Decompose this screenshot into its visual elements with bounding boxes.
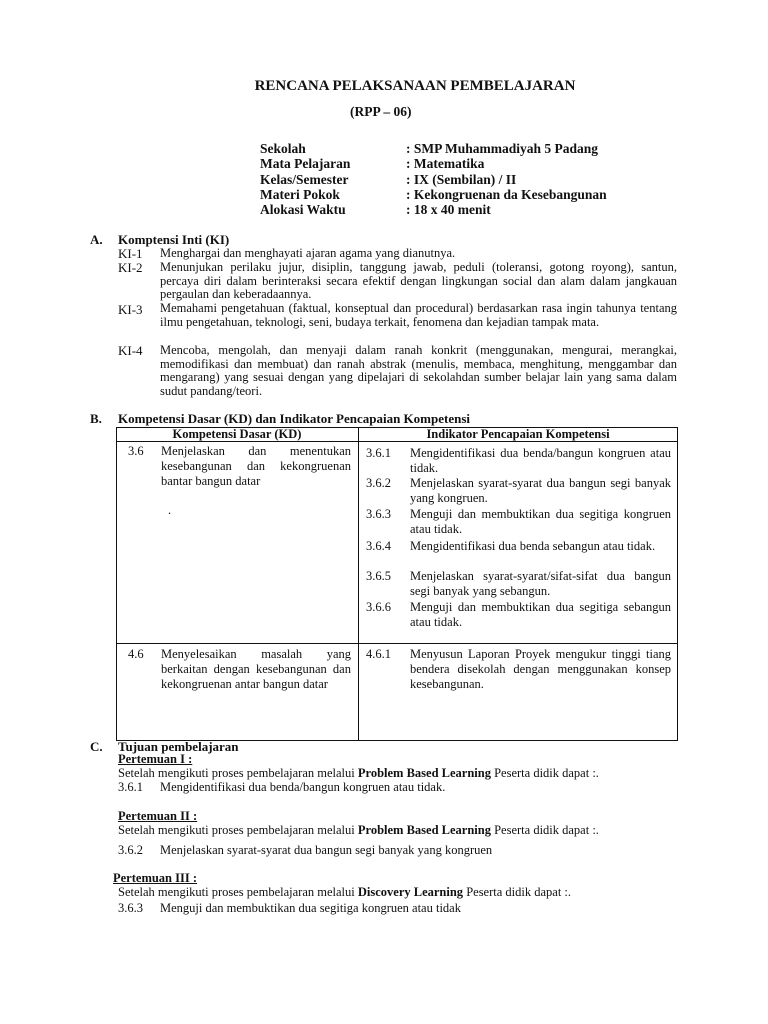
section-c-title: Tujuan pembelajaran — [118, 739, 239, 754]
indicator-text: Menyusun Laporan Proyek mengukur tinggi tiang bendera disekolah dengan menggunakan konsep kesebangunan. — [410, 647, 671, 691]
section-a-title: Komptensi Inti (KI) — [118, 232, 230, 247]
table-header-kd: Kompetensi Dasar (KD) — [172, 427, 302, 441]
objective-text: Menjelaskan syarat-syarat dua bangun segi banyak yang kongruen — [160, 843, 493, 857]
indicator-text: Menguji dan membuktikan dua segitiga kongruen atau tidak. — [410, 507, 671, 536]
meeting-label: Pertemuan II : — [118, 809, 198, 823]
indicator-text: Menjelaskan syarat-syarat/sifat-sifat dua bangun segi banyak yang sebangun. — [410, 569, 671, 598]
indicator-code: 3.6.2 — [366, 476, 391, 490]
info-value-school: : SMP Muhammadiyah 5 Padang — [406, 141, 599, 156]
ki-text: Memahami pengetahuan (faktual, konseptual dan procedural) berdasarkan rasa ingin tahunya tentang ilmu pengetahuan, teknologi, seni, budaya terkait, fenomena dan kejadian tampak mata. — [160, 301, 677, 329]
info-label-subject: Mata Pelajaran — [260, 156, 351, 171]
document-subtitle: (RPP – 06) — [350, 104, 412, 119]
indicator-text: Mengidentifikasi dua benda/bangun kongruen atau tidak. — [410, 446, 671, 475]
objective-text: Menguji dan membuktikan dua segitiga kongruen atau tidak — [160, 901, 461, 915]
ki-code: KI-2 — [118, 260, 143, 275]
section-b-title: Kompetensi Dasar (KD) dan Indikator Pencapaian Kompetensi — [118, 411, 470, 426]
info-value-topic: : Kekongruenan da Kesebangunan — [406, 187, 607, 202]
meeting-intro: Setelah mengikuti proses pembelajaran melalui Problem Based Learning Peserta didik dapat :. — [118, 766, 599, 780]
info-label-time: Alokasi Waktu — [260, 202, 346, 217]
info-value-time: : 18 x 40 menit — [406, 202, 491, 217]
ki-text: Menunjukan perilaku jujur, disiplin, tanggung jawab, peduli (toleransi, gotong royong), santun, percaya diri dalam berinteraksi secara efektif dengan lingkungan social dan alam dalam jangkauan pergaulan dan keberadaannya. — [160, 260, 677, 302]
indicator-code: 3.6.4 — [366, 539, 391, 553]
objective-text: Mengidentifikasi dua benda/bangun kongruen atau tidak. — [160, 780, 446, 794]
ki-code: KI-3 — [118, 302, 143, 317]
meeting-label: Pertemuan III : — [113, 871, 198, 885]
section-b-letter: B. — [90, 411, 102, 426]
indicator-code: 3.6.5 — [366, 569, 391, 583]
objective-code: 3.6.3 — [118, 901, 143, 915]
objective-code: 3.6.1 — [118, 780, 143, 794]
indicator-code: 3.6.1 — [366, 446, 391, 460]
info-label-topic: Materi Pokok — [260, 187, 340, 202]
meeting-label: Pertemuan I : — [118, 752, 193, 766]
ki-code: KI-1 — [118, 246, 143, 261]
objective-code: 3.6.2 — [118, 843, 143, 857]
ki-text: Menghargai dan menghayati ajaran agama yang dianutnya. — [160, 246, 456, 260]
indicator-code: 4.6.1 — [366, 647, 391, 661]
indicator-text: Menguji dan membuktikan dua segitiga sebangun atau tidak. — [410, 600, 671, 629]
ki-text: Mencoba, mengolah, dan menyaji dalam ranah konkrit (menggunakan, mengurai, merangkai, memodifikasi dan membuat) dan ranah abstrak (menulis, membaca, menghitung, menggambar dan mengarang) yang sesuai dengan yang dipelajari di sekolahdan sumber belajar lain yang sama dalam sudut pandang/teori. — [160, 343, 677, 398]
info-label-class: Kelas/Semester — [260, 172, 349, 187]
kd-text: Menjelaskan dan menentukan kesebangunan dan kekongruenan bantar bangun datar — [161, 444, 351, 488]
indicator-text: Mengidentifikasi dua benda sebangun atau tidak. — [410, 539, 656, 553]
kd-code: 3.6 — [128, 444, 144, 458]
info-value-class: : IX (Sembilan) / II — [406, 172, 517, 187]
meeting-intro: Setelah mengikuti proses pembelajaran melalui Problem Based Learning Peserta didik dapat :. — [118, 823, 599, 837]
document-title: RENCANA PELAKSANAAN PEMBELAJARAN — [254, 78, 576, 94]
table-header-ipk: Indikator Pencapaian Kompetensi — [426, 427, 610, 441]
ki-code: KI-4 — [118, 343, 143, 358]
meeting-intro: Setelah mengikuti proses pembelajaran melalui Discovery Learning Peserta didik dapat :. — [118, 885, 572, 899]
indicator-code: 3.6.3 — [366, 507, 391, 521]
section-c-letter: C. — [90, 739, 103, 754]
kd-code: 4.6 — [128, 647, 144, 661]
info-value-subject: : Matematika — [406, 156, 485, 171]
section-a-letter: A. — [90, 232, 103, 247]
info-label-school: Sekolah — [260, 141, 306, 156]
kd-dot: . — [168, 503, 172, 517]
kd-text: Menyelesaikan masalah yang berkaitan dengan kesebangunan dan kekongruenan antar bangun datar — [161, 647, 351, 691]
indicator-code: 3.6.6 — [366, 600, 391, 614]
indicator-text: Menjelaskan syarat-syarat dua bangun segi banyak yang kongruen. — [410, 476, 671, 505]
